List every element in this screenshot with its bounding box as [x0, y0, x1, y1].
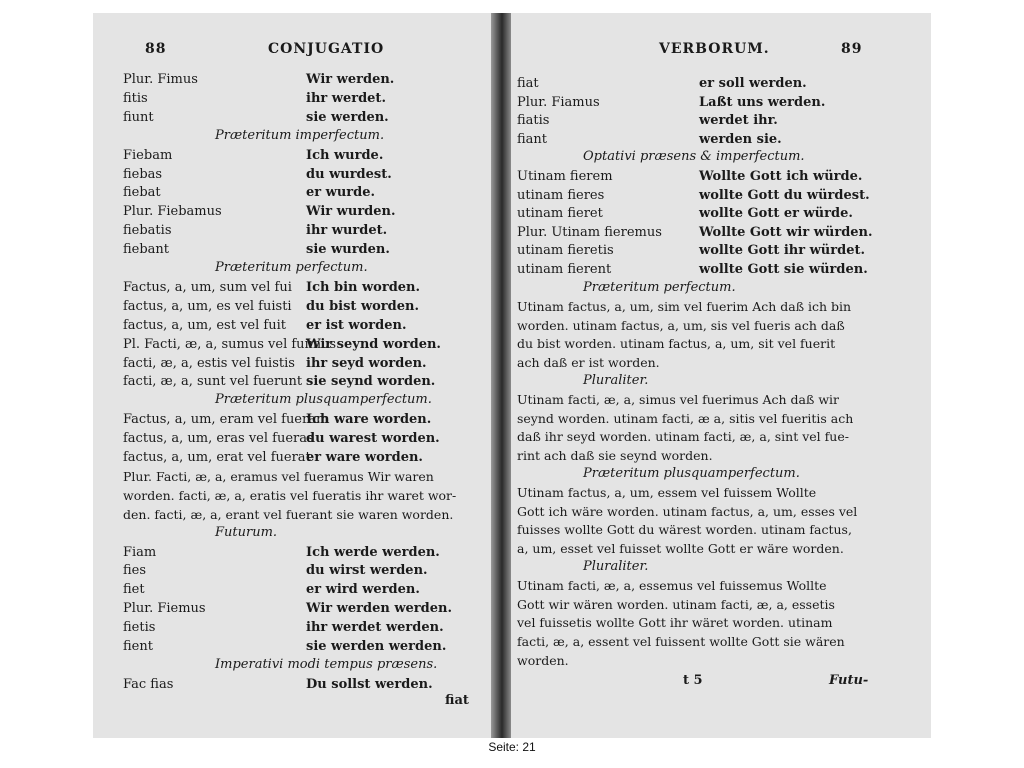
- latin-form: Factus, a, um, eram vel fueram: [123, 412, 329, 428]
- german-translation: du wurdest.: [306, 166, 392, 182]
- latin-form: fiebat: [123, 185, 161, 201]
- german-translation: du warest worden.: [306, 431, 440, 447]
- german-translation: werdet ihr.: [699, 113, 778, 129]
- german-translation: Du sollst werden.: [306, 676, 433, 692]
- german-translation: ihr werdet werden.: [306, 620, 444, 636]
- book-scan: [93, 13, 931, 738]
- prose-line: Utinam factus, a, um, sim vel fuerim Ach daß ich bin: [517, 299, 852, 315]
- prose-line: worden. utinam factus, a, um, sis vel fueris ach daß: [517, 317, 845, 333]
- latin-form: fiunt: [123, 109, 154, 125]
- prose-line: ach daß er ist worden.: [517, 355, 660, 370]
- prose-line: Utinam factus, a, um, essem vel fuissem Wollte: [517, 485, 817, 501]
- german-translation: Wollte Gott wir würden.: [699, 224, 873, 240]
- latin-form: Fiam: [123, 544, 157, 560]
- right-signature: t 5: [683, 673, 703, 688]
- german-translation: wollte Gott sie würden.: [699, 262, 868, 277]
- section-heading: Præteritum imperfectum.: [215, 127, 385, 143]
- latin-form: fietis: [123, 620, 156, 636]
- latin-form: factus, a, um, eras vel fueras: [123, 431, 314, 447]
- latin-form: fies: [123, 563, 147, 579]
- prose-line: seynd worden. utinam facti, æ a, sitis vel fueritis ach: [517, 410, 854, 426]
- prose-line: Gott ich wäre worden. utinam factus, a, um, esses vel: [517, 503, 858, 519]
- prose-line: Utinam facti, æ, a, essemus vel fuissemus Wollte: [517, 578, 827, 594]
- german-translation: er ist worden.: [306, 317, 407, 333]
- right-page: [511, 13, 931, 738]
- german-translation: er wurde.: [306, 185, 376, 201]
- german-translation: wollte Gott ihr würdet.: [699, 243, 865, 259]
- german-translation: sie werden.: [306, 109, 389, 125]
- prose-line: a, um, esset vel fuisset wollte Gott er wäre worden.: [517, 541, 844, 556]
- section-heading: Futurum.: [215, 524, 278, 540]
- german-translation: er ware worden.: [306, 450, 423, 465]
- german-translation: wollte Gott er würde.: [699, 206, 853, 222]
- latin-form: Plur. Fiemus: [123, 601, 206, 617]
- german-translation: du wirst werden.: [306, 563, 428, 579]
- latin-form: Plur. Utinam fieremus: [517, 224, 662, 240]
- section-heading: Optativi præsens & imperfectum.: [583, 149, 805, 165]
- german-translation: Wir werden.: [306, 72, 395, 87]
- book-gutter: [491, 13, 511, 738]
- right-running-head: VERBORUM.: [659, 41, 770, 57]
- latin-form: factus, a, um, est vel fuit: [123, 317, 286, 333]
- section-heading: Pluraliter.: [583, 558, 649, 574]
- german-translation: Wir seynd worden.: [306, 336, 441, 352]
- german-translation: Ich werde werden.: [306, 544, 440, 560]
- latin-form: utinam fieret: [517, 206, 603, 222]
- right-catchword: Futu-: [829, 673, 869, 688]
- latin-form: utinam fierent: [517, 262, 612, 277]
- latin-form: facti, æ, a, estis vel fuistis: [123, 355, 295, 371]
- german-translation: Ich ware worden.: [306, 412, 432, 428]
- section-heading: Pluraliter.: [583, 372, 649, 388]
- prose-line: Plur. Facti, æ, a, eramus vel fueramus Wir waren: [123, 468, 434, 484]
- german-translation: werden sie.: [699, 131, 782, 147]
- latin-form: fient: [123, 639, 153, 654]
- german-translation: sie seynd worden.: [306, 374, 436, 390]
- prose-line: Utinam facti, æ, a, simus vel fuerimus Ach daß wir: [517, 392, 840, 408]
- latin-form: fiatis: [517, 113, 550, 129]
- latin-form: Pl. Facti, æ, a, sumus vel fuimus: [123, 336, 337, 352]
- right-page-number: 89: [841, 41, 863, 57]
- german-translation: sie werden werden.: [306, 639, 447, 654]
- prose-line: rint ach daß sie seynd worden.: [517, 448, 713, 463]
- german-translation: Ich bin worden.: [306, 279, 421, 295]
- german-translation: Laßt uns werden.: [699, 94, 826, 110]
- german-translation: er soll werden.: [699, 76, 807, 91]
- prose-line: Gott wir wären worden. utinam facti, æ, a, essetis: [517, 596, 835, 612]
- german-translation: ihr seyd worden.: [306, 355, 427, 371]
- prose-line: du bist worden. utinam factus, a, um, sit vel fuerit: [517, 336, 836, 352]
- left-running-head: CONJUGATIO: [268, 41, 385, 57]
- prose-line: daß ihr seyd worden. utinam facti, æ, a, sint vel fue-: [517, 429, 849, 445]
- german-translation: Ich wurde.: [306, 147, 384, 163]
- german-translation: du bist worden.: [306, 298, 419, 314]
- prose-line: vel fuissetis wollte Gott ihr wäret worden. utinam: [517, 615, 833, 631]
- latin-form: utinam fieretis: [517, 243, 614, 259]
- german-translation: sie wurden.: [306, 242, 390, 258]
- prose-line: den. facti, æ, a, erant vel fuerant sie waren worden.: [123, 506, 454, 522]
- left-page-number: 88: [145, 41, 167, 57]
- left-catchword: fiat: [445, 693, 469, 708]
- section-heading: Præteritum plusquamperfectum.: [215, 392, 432, 408]
- latin-form: Plur. Fimus: [123, 72, 198, 87]
- latin-form: Fiebam: [123, 147, 173, 163]
- german-translation: wollte Gott du würdest.: [699, 187, 870, 203]
- latin-form: factus, a, um, erat vel fuerat: [123, 450, 311, 465]
- section-heading: Imperativi modi tempus præsens.: [215, 656, 438, 672]
- prose-line: facti, æ, a, essent vel fuissent wollte Gott sie wären: [517, 634, 845, 649]
- german-translation: er wird werden.: [306, 582, 420, 598]
- german-translation: Wir wurden.: [306, 204, 396, 220]
- prose-line: worden.: [517, 652, 569, 668]
- german-translation: Wollte Gott ich würde.: [699, 169, 863, 184]
- latin-form: Plur. Fiamus: [517, 94, 600, 110]
- latin-form: fiebatis: [123, 223, 172, 239]
- latin-form: fitis: [123, 90, 148, 106]
- latin-form: Plur. Fiebamus: [123, 204, 222, 220]
- latin-form: fiet: [123, 582, 145, 598]
- left-page: [93, 13, 491, 738]
- german-translation: ihr werdet.: [306, 90, 386, 106]
- latin-form: factus, a, um, es vel fuisti: [123, 298, 292, 314]
- latin-form: utinam fieres: [517, 187, 605, 203]
- latin-form: Fac fias: [123, 676, 174, 692]
- latin-form: fiebant: [123, 242, 170, 258]
- latin-form: facti, æ, a, sunt vel fuerunt: [123, 374, 303, 390]
- latin-form: Utinam fierem: [517, 169, 613, 184]
- latin-form: fiebas: [123, 166, 163, 182]
- page-caption: Seite: 21: [488, 740, 536, 754]
- german-translation: Wir werden werden.: [306, 601, 452, 617]
- prose-line: fuisses wollte Gott du wärest worden. utinam factus,: [517, 522, 852, 538]
- section-heading: Præteritum perfectum.: [215, 260, 368, 275]
- latin-form: Factus, a, um, sum vel fui: [123, 279, 292, 295]
- prose-line: worden. facti, æ, a, eratis vel fueratis ihr waret wor-: [123, 487, 457, 503]
- section-heading: Præteritum plusquamperfectum.: [583, 465, 800, 481]
- german-translation: ihr wurdet.: [306, 223, 388, 239]
- latin-form: fiat: [517, 76, 539, 91]
- latin-form: fiant: [517, 131, 548, 147]
- section-heading: Præteritum perfectum.: [583, 279, 736, 295]
